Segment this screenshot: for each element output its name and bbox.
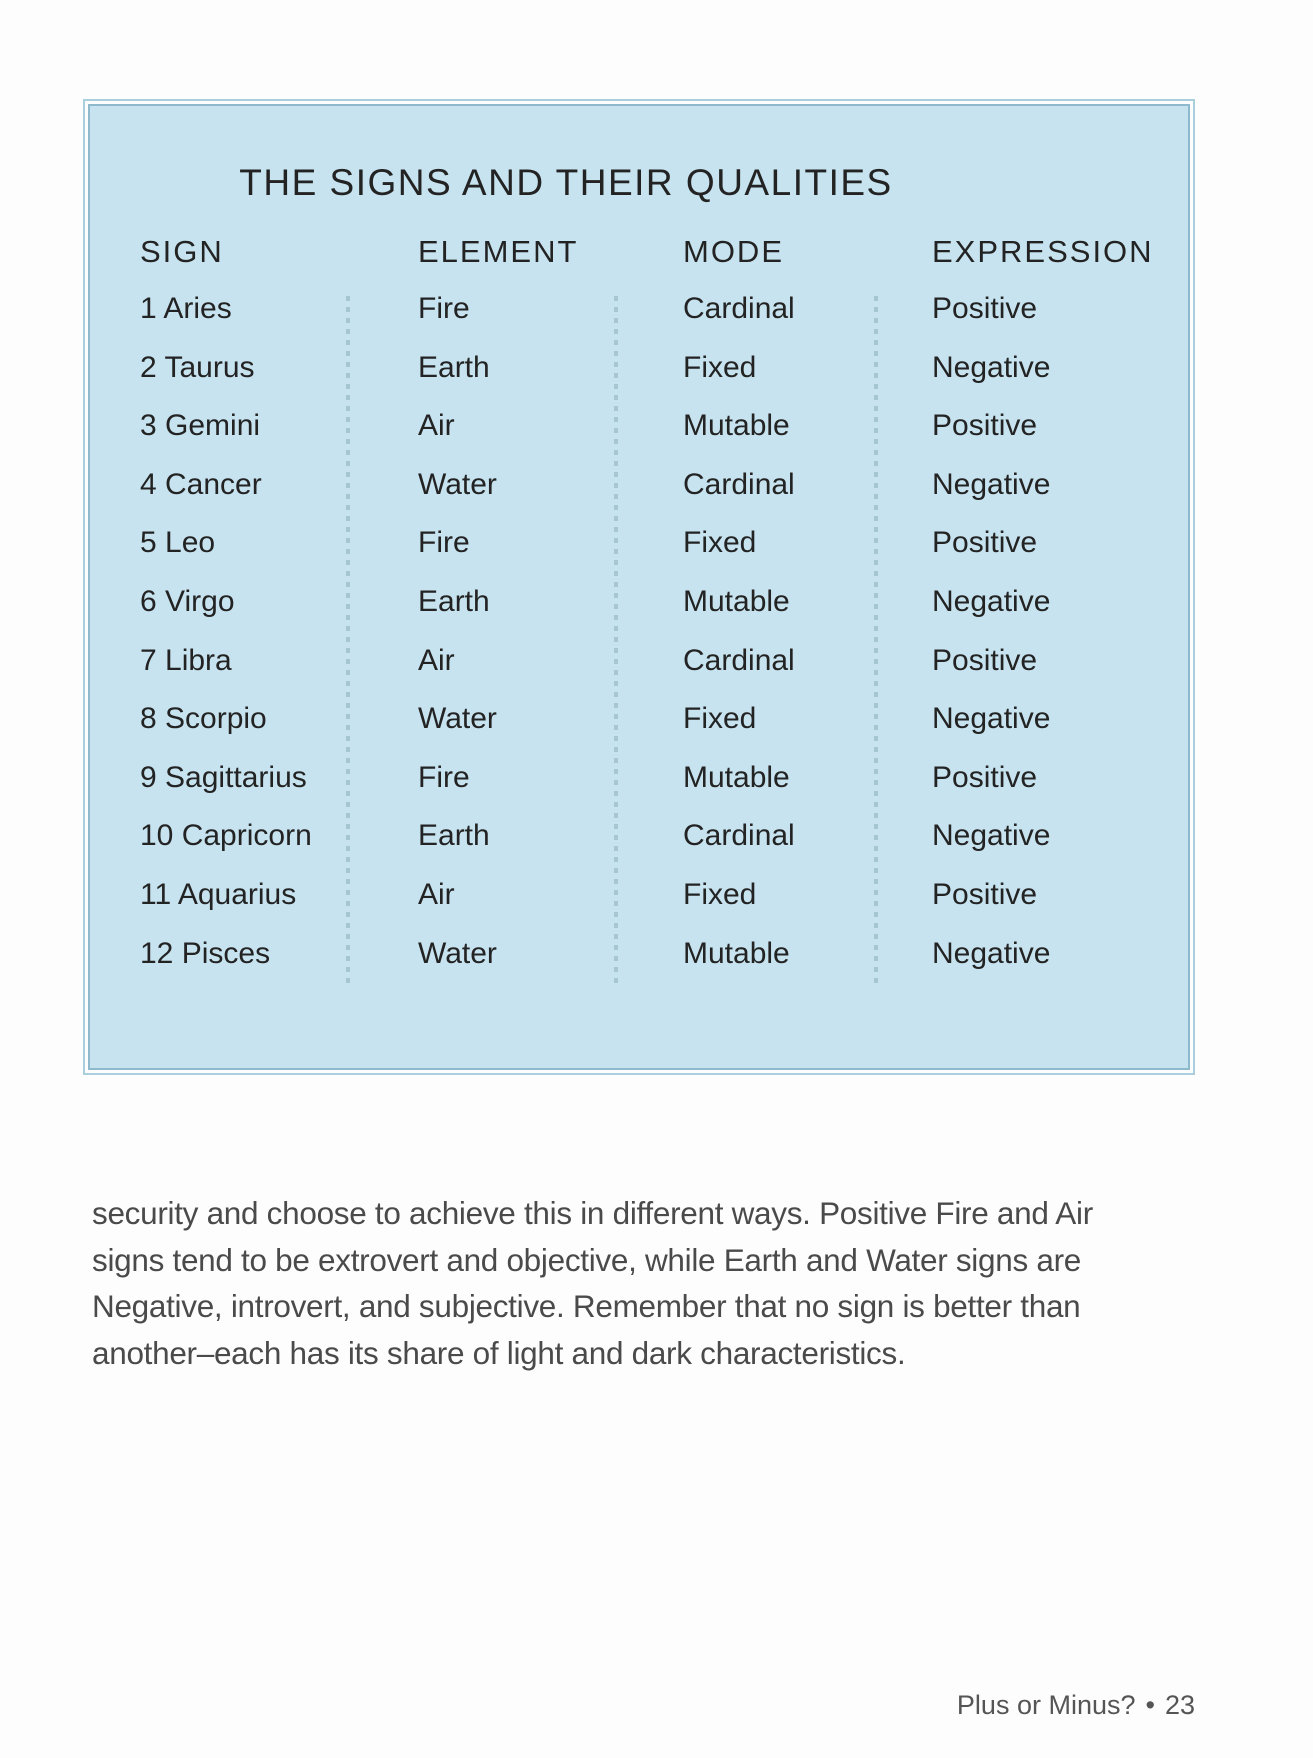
mode-cell: Fixed bbox=[683, 350, 757, 384]
mode-cell: Cardinal bbox=[683, 819, 795, 853]
expression-cell: Negative bbox=[932, 467, 1051, 501]
column-header-expression: EXPRESSION bbox=[932, 234, 1154, 269]
expression-cell: Positive bbox=[932, 878, 1038, 911]
mode-cell: Mutable bbox=[683, 760, 790, 794]
qualities-table-box bbox=[88, 104, 1190, 1070]
mode-cell: Cardinal bbox=[683, 292, 795, 325]
footer-bullet: • bbox=[1145, 1690, 1155, 1720]
column-divider bbox=[614, 296, 618, 988]
mode-cell: Cardinal bbox=[683, 467, 795, 501]
element-cell: Fire bbox=[418, 292, 470, 325]
sign-cell: 6 Virgo bbox=[140, 585, 235, 618]
page-footer bbox=[957, 1690, 1195, 1721]
expression-cell: Positive bbox=[932, 409, 1038, 443]
body-line: security and choose to achieve this in different ways. Positive Fire and Air bbox=[92, 1195, 1093, 1231]
expression-cell: Negative bbox=[932, 936, 1051, 970]
sign-cell: 11 Aquarius bbox=[140, 878, 297, 911]
page-number: 23 bbox=[1164, 1690, 1195, 1720]
expression-cell: Positive bbox=[932, 760, 1038, 794]
mode-cell: Fixed bbox=[683, 526, 757, 560]
expression-cell: Positive bbox=[932, 292, 1038, 325]
sign-cell: 8 Scorpio bbox=[140, 702, 267, 736]
column-header-mode: MODE bbox=[683, 234, 784, 269]
column-divider bbox=[346, 296, 350, 988]
expression-cell: Negative bbox=[932, 819, 1051, 853]
mode-cell: Mutable bbox=[683, 585, 790, 618]
mode-cell: Fixed bbox=[683, 702, 757, 736]
body-line: Negative, introvert, and subjective. Remember that no sign is better than bbox=[92, 1288, 1081, 1324]
element-cell: Water bbox=[418, 702, 497, 736]
element-cell: Air bbox=[418, 643, 455, 677]
column-divider bbox=[874, 296, 878, 988]
element-cell: Earth bbox=[418, 819, 490, 853]
element-cell: Water bbox=[418, 936, 497, 970]
sign-cell: 10 Capricorn bbox=[140, 819, 312, 853]
expression-cell: Negative bbox=[932, 350, 1051, 384]
table-title: THE SIGNS AND THEIR QUALITIES bbox=[239, 162, 893, 203]
sign-cell: 1 Aries bbox=[140, 292, 232, 325]
expression-cell: Negative bbox=[932, 585, 1051, 618]
element-cell: Air bbox=[418, 878, 455, 911]
expression-cell: Positive bbox=[932, 643, 1038, 677]
element-cell: Water bbox=[418, 467, 497, 501]
expression-cell: Negative bbox=[932, 702, 1051, 736]
element-cell: Fire bbox=[418, 760, 470, 794]
element-cell: Earth bbox=[418, 585, 490, 618]
footer-section-title: Plus or Minus? bbox=[956, 1690, 1136, 1720]
mode-cell: Mutable bbox=[683, 936, 790, 970]
element-cell: Earth bbox=[418, 350, 490, 384]
element-cell: Air bbox=[418, 409, 455, 443]
mode-cell: Cardinal bbox=[683, 643, 795, 677]
sign-cell: 7 Libra bbox=[140, 643, 232, 677]
column-header-sign: SIGN bbox=[140, 234, 224, 269]
expression-cell: Positive bbox=[932, 526, 1038, 560]
sign-cell: 3 Gemini bbox=[140, 409, 261, 443]
sign-cell: 12 Pisces bbox=[140, 936, 271, 970]
body-line: signs tend to be extrovert and objective, while Earth and Water signs are bbox=[92, 1241, 1081, 1278]
mode-cell: Fixed bbox=[683, 878, 757, 911]
body-line: another–each has its share of light and dark characteristics. bbox=[92, 1334, 906, 1371]
sign-cell: 4 Cancer bbox=[140, 467, 262, 501]
sign-cell: 5 Leo bbox=[140, 526, 216, 560]
element-cell: Fire bbox=[418, 526, 470, 560]
column-header-element: ELEMENT bbox=[418, 234, 579, 269]
sign-cell: 9 Sagittarius bbox=[140, 760, 307, 794]
mode-cell: Mutable bbox=[683, 409, 790, 443]
body-paragraph bbox=[92, 1190, 1192, 1376]
sign-cell: 2 Taurus bbox=[140, 350, 255, 384]
